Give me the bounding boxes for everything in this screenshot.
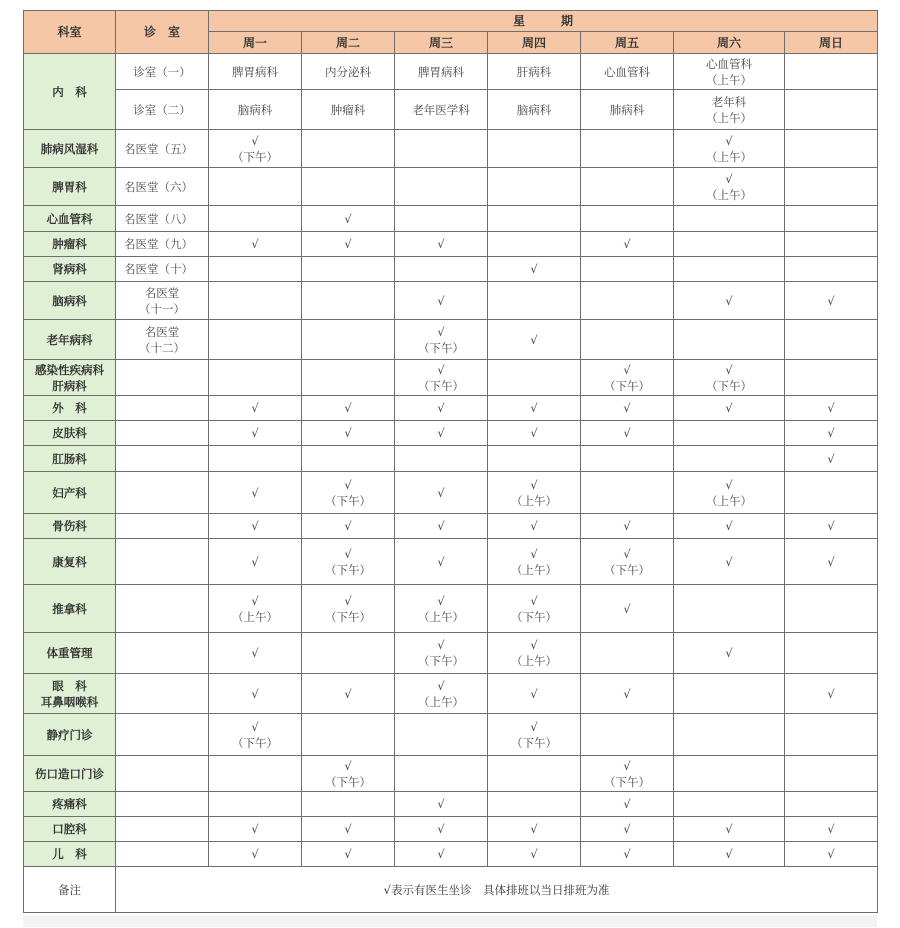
table-row — [24, 90, 878, 130]
schedule-cell: 肺病科 — [581, 90, 674, 130]
room-name: 名医堂（十） — [116, 257, 209, 282]
schedule-cell — [302, 257, 395, 282]
dept-name: 脑病科 — [24, 282, 116, 320]
room-name — [116, 756, 209, 792]
table-row — [24, 585, 878, 633]
schedule-cell: √ — [488, 674, 581, 714]
schedule-cell: √ （下午） — [581, 539, 674, 585]
schedule-cell — [581, 472, 674, 514]
schedule-cell — [488, 232, 581, 257]
header-day: 周六 — [674, 32, 785, 54]
schedule-cell — [785, 792, 878, 817]
schedule-cell: √ （上午） — [395, 674, 488, 714]
schedule-cell: √ — [581, 792, 674, 817]
schedule-cell: √ （上午） — [488, 472, 581, 514]
schedule-cell: √ （上午） — [674, 472, 785, 514]
schedule-cell: √ — [581, 842, 674, 867]
dept-name: 口腔科 — [24, 817, 116, 842]
schedule-cell: √ （上午） — [488, 539, 581, 585]
room-name — [116, 421, 209, 446]
schedule-cell: √ （上午） — [674, 130, 785, 168]
room-name — [116, 817, 209, 842]
table-row — [24, 257, 878, 282]
schedule-cell: √ （下午） — [395, 633, 488, 674]
schedule-cell — [302, 446, 395, 472]
schedule-cell: 肿瘤科 — [302, 90, 395, 130]
schedule-cell: 老年医学科 — [395, 90, 488, 130]
schedule-cell: √ — [395, 842, 488, 867]
schedule-cell: √ — [209, 472, 302, 514]
schedule-cell — [581, 257, 674, 282]
schedule-cell: √ — [209, 817, 302, 842]
schedule-cell: √ — [581, 514, 674, 539]
room-name: 名医堂（五） — [116, 130, 209, 168]
schedule-cell: √ （下午） — [395, 320, 488, 360]
schedule-cell — [581, 633, 674, 674]
schedule-cell: √ — [395, 514, 488, 539]
room-name: 诊室（二） — [116, 90, 209, 130]
header-day: 周二 — [302, 32, 395, 54]
schedule-cell: 老年科 （上午） — [674, 90, 785, 130]
schedule-cell: √ — [395, 396, 488, 421]
schedule-cell: √ — [209, 421, 302, 446]
schedule-cell — [581, 282, 674, 320]
schedule-cell: √ — [488, 257, 581, 282]
schedule-cell: √ — [395, 539, 488, 585]
schedule-cell: √ — [395, 472, 488, 514]
table-row — [24, 756, 878, 792]
schedule-cell: √ — [581, 674, 674, 714]
schedule-cell: √ — [674, 396, 785, 421]
room-name — [116, 472, 209, 514]
schedule-cell: √ （下午） — [581, 756, 674, 792]
schedule-cell: √ — [674, 633, 785, 674]
dept-name: 外 科 — [24, 396, 116, 421]
schedule-cell: √ — [209, 674, 302, 714]
schedule-cell: √ — [302, 396, 395, 421]
table-row — [24, 168, 878, 206]
header-room: 诊 室 — [116, 11, 209, 54]
schedule-cell — [785, 320, 878, 360]
schedule-cell: √ — [488, 842, 581, 867]
header-day: 周四 — [488, 32, 581, 54]
schedule-cell: √ — [581, 232, 674, 257]
table-row — [24, 539, 878, 585]
dept-name: 推拿科 — [24, 585, 116, 633]
table-row — [24, 472, 878, 514]
schedule-cell: √ （下午） — [302, 585, 395, 633]
schedule-cell — [674, 446, 785, 472]
schedule-cell — [581, 714, 674, 756]
schedule-cell: 肝病科 — [488, 54, 581, 90]
dept-name: 内 科 — [24, 54, 116, 130]
schedule-cell: √ — [209, 514, 302, 539]
schedule-cell: √ — [674, 282, 785, 320]
header-day: 周五 — [581, 32, 674, 54]
dept-name: 老年病科 — [24, 320, 116, 360]
schedule-cell: √ （下午） — [674, 360, 785, 396]
table-row — [24, 817, 878, 842]
schedule-cell: √ — [488, 817, 581, 842]
dept-name: 体重管理 — [24, 633, 116, 674]
schedule-cell: √ — [581, 585, 674, 633]
schedule-cell — [785, 472, 878, 514]
schedule-cell: 脑病科 — [209, 90, 302, 130]
schedule-cell — [209, 168, 302, 206]
schedule-cell: 脾胃病科 — [209, 54, 302, 90]
table-row — [24, 421, 878, 446]
room-name: 名医堂 （十二） — [116, 320, 209, 360]
schedule-cell — [209, 320, 302, 360]
schedule-cell — [209, 446, 302, 472]
schedule-cell — [581, 130, 674, 168]
schedule-cell — [674, 206, 785, 232]
table-row — [24, 633, 878, 674]
table-row — [24, 792, 878, 817]
room-name — [116, 539, 209, 585]
header-dept: 科室 — [24, 11, 116, 54]
dept-name: 感染性疾病科 肝病科 — [24, 360, 116, 396]
schedule-cell — [674, 756, 785, 792]
schedule-cell — [302, 168, 395, 206]
schedule-cell — [395, 756, 488, 792]
table-row — [24, 514, 878, 539]
schedule-cell — [209, 257, 302, 282]
schedule-cell: √ — [674, 539, 785, 585]
schedule-cell — [581, 320, 674, 360]
schedule-cell — [674, 585, 785, 633]
room-name — [116, 633, 209, 674]
schedule-cell: √ — [302, 514, 395, 539]
schedule-cell: √ （下午） — [209, 130, 302, 168]
schedule-cell — [581, 446, 674, 472]
schedule-cell: 心血管科 — [581, 54, 674, 90]
room-name: 名医堂（九） — [116, 232, 209, 257]
schedule-cell — [674, 257, 785, 282]
room-name — [116, 585, 209, 633]
room-name: 名医堂（八） — [116, 206, 209, 232]
room-name — [116, 514, 209, 539]
dept-name: 康复科 — [24, 539, 116, 585]
room-name — [116, 446, 209, 472]
dept-name: 肺病风湿科 — [24, 130, 116, 168]
schedule-cell: √ — [302, 817, 395, 842]
schedule-cell — [785, 360, 878, 396]
schedule-cell — [488, 206, 581, 232]
schedule-cell — [785, 168, 878, 206]
footer-note: √表示有医生坐诊 具体排班以当日排班为准 — [116, 867, 878, 913]
schedule-cell: √ — [395, 421, 488, 446]
schedule-cell: √ — [785, 282, 878, 320]
header-day: 周日 — [785, 32, 878, 54]
schedule-cell: √ — [488, 320, 581, 360]
table-row — [24, 396, 878, 421]
schedule-cell: √ — [785, 396, 878, 421]
schedule-cell: √ — [395, 792, 488, 817]
schedule-cell: √ （下午） — [581, 360, 674, 396]
schedule-cell — [395, 206, 488, 232]
schedule-cell: 心血管科 （上午） — [674, 54, 785, 90]
schedule-cell — [785, 585, 878, 633]
room-name — [116, 674, 209, 714]
schedule-cell: √ — [302, 674, 395, 714]
table-row — [24, 54, 878, 90]
schedule-cell — [488, 360, 581, 396]
dept-name: 肿瘤科 — [24, 232, 116, 257]
room-name: 名医堂（六） — [116, 168, 209, 206]
schedule-cell — [302, 633, 395, 674]
schedule-cell — [302, 792, 395, 817]
schedule-cell: √ — [488, 514, 581, 539]
clinic-schedule-table — [23, 10, 878, 913]
schedule-cell: √ — [674, 842, 785, 867]
dept-name: 疼痛科 — [24, 792, 116, 817]
schedule-cell: √ — [209, 396, 302, 421]
schedule-cell — [785, 206, 878, 232]
table-row — [24, 320, 878, 360]
schedule-cell — [209, 282, 302, 320]
header-day: 周三 — [395, 32, 488, 54]
dept-name: 肾病科 — [24, 257, 116, 282]
schedule-cell — [581, 168, 674, 206]
room-name — [116, 360, 209, 396]
dept-name: 眼 科 耳鼻咽喉科 — [24, 674, 116, 714]
schedule-cell: √ — [209, 232, 302, 257]
schedule-cell — [302, 320, 395, 360]
dept-name: 脾胃科 — [24, 168, 116, 206]
schedule-cell — [302, 714, 395, 756]
dept-name: 妇产科 — [24, 472, 116, 514]
schedule-cell: √ — [785, 514, 878, 539]
schedule-cell — [302, 360, 395, 396]
schedule-cell: √ — [395, 282, 488, 320]
dept-name: 皮肤科 — [24, 421, 116, 446]
schedule-cell: √ — [302, 842, 395, 867]
schedule-cell: √ （上午） — [488, 633, 581, 674]
schedule-cell — [674, 792, 785, 817]
schedule-cell: √ — [488, 421, 581, 446]
bottom-shadow-bar — [23, 915, 877, 927]
header-row-week — [24, 11, 878, 32]
schedule-cell — [785, 90, 878, 130]
schedule-cell: √ （上午） — [209, 585, 302, 633]
schedule-cell — [209, 756, 302, 792]
schedule-cell: √ — [581, 396, 674, 421]
dept-name: 儿 科 — [24, 842, 116, 867]
schedule-cell — [785, 54, 878, 90]
schedule-cell — [785, 257, 878, 282]
dept-name: 肛肠科 — [24, 446, 116, 472]
footer-row — [24, 867, 878, 913]
schedule-cell: √ — [302, 421, 395, 446]
schedule-cell: √ — [581, 817, 674, 842]
schedule-cell: √ （下午） — [302, 756, 395, 792]
schedule-cell — [395, 446, 488, 472]
schedule-cell: 脑病科 — [488, 90, 581, 130]
schedule-cell: √ — [785, 842, 878, 867]
schedule-cell — [785, 756, 878, 792]
room-name — [116, 842, 209, 867]
schedule-cell: √ （下午） — [488, 714, 581, 756]
schedule-cell — [395, 130, 488, 168]
table-row — [24, 130, 878, 168]
schedule-cell — [209, 792, 302, 817]
schedule-cell: √ — [209, 842, 302, 867]
header-week-title: 星 期 — [209, 11, 878, 32]
schedule-cell — [674, 421, 785, 446]
table-row — [24, 232, 878, 257]
table-row — [24, 674, 878, 714]
schedule-cell — [488, 168, 581, 206]
table-row — [24, 714, 878, 756]
schedule-cell: √ — [302, 232, 395, 257]
schedule-cell — [785, 232, 878, 257]
schedule-cell: √ （下午） — [302, 539, 395, 585]
schedule-cell — [488, 446, 581, 472]
table-row — [24, 282, 878, 320]
schedule-cell — [488, 282, 581, 320]
schedule-cell — [395, 714, 488, 756]
schedule-cell — [674, 714, 785, 756]
schedule-cell — [488, 130, 581, 168]
room-name — [116, 714, 209, 756]
schedule-cell: √ — [674, 514, 785, 539]
schedule-cell: √ （上午） — [674, 168, 785, 206]
room-name: 名医堂 （十一） — [116, 282, 209, 320]
schedule-cell: √ — [785, 421, 878, 446]
room-name — [116, 396, 209, 421]
schedule-cell — [488, 792, 581, 817]
room-name: 诊室（一） — [116, 54, 209, 90]
schedule-cell: √ — [209, 633, 302, 674]
schedule-cell — [581, 206, 674, 232]
schedule-cell — [395, 257, 488, 282]
schedule-cell: √ — [488, 396, 581, 421]
table-row — [24, 360, 878, 396]
schedule-cell: √ — [395, 817, 488, 842]
schedule-cell: √ （下午） — [395, 360, 488, 396]
dept-name: 心血管科 — [24, 206, 116, 232]
room-name — [116, 792, 209, 817]
schedule-cell — [209, 360, 302, 396]
schedule-cell — [302, 282, 395, 320]
schedule-cell — [674, 674, 785, 714]
footer-label: 备注 — [24, 867, 116, 913]
schedule-cell: √ — [302, 206, 395, 232]
schedule-cell — [395, 168, 488, 206]
schedule-cell: √ — [395, 232, 488, 257]
dept-name: 骨伤科 — [24, 514, 116, 539]
schedule-cell — [488, 756, 581, 792]
schedule-cell: √ — [674, 817, 785, 842]
dept-name: 伤口造口门诊 — [24, 756, 116, 792]
schedule-cell — [785, 714, 878, 756]
schedule-cell — [785, 130, 878, 168]
schedule-cell — [674, 320, 785, 360]
table-row — [24, 446, 878, 472]
schedule-cell: √ — [209, 539, 302, 585]
schedule-cell: √ — [785, 446, 878, 472]
dept-name: 静疗门诊 — [24, 714, 116, 756]
header-day: 周一 — [209, 32, 302, 54]
schedule-cell — [674, 232, 785, 257]
schedule-cell: √ — [581, 421, 674, 446]
schedule-cell: 脾胃病科 — [395, 54, 488, 90]
schedule-cell: √ — [785, 674, 878, 714]
schedule-cell: √ （上午） — [395, 585, 488, 633]
schedule-cell — [785, 633, 878, 674]
schedule-cell: √ （下午） — [209, 714, 302, 756]
schedule-cell: 内分泌科 — [302, 54, 395, 90]
schedule-cell — [302, 130, 395, 168]
table-row — [24, 842, 878, 867]
schedule-cell: √ （下午） — [302, 472, 395, 514]
schedule-cell: √ — [785, 817, 878, 842]
table-row — [24, 206, 878, 232]
schedule-cell — [209, 206, 302, 232]
schedule-cell: √ — [785, 539, 878, 585]
schedule-cell: √ （下午） — [488, 585, 581, 633]
